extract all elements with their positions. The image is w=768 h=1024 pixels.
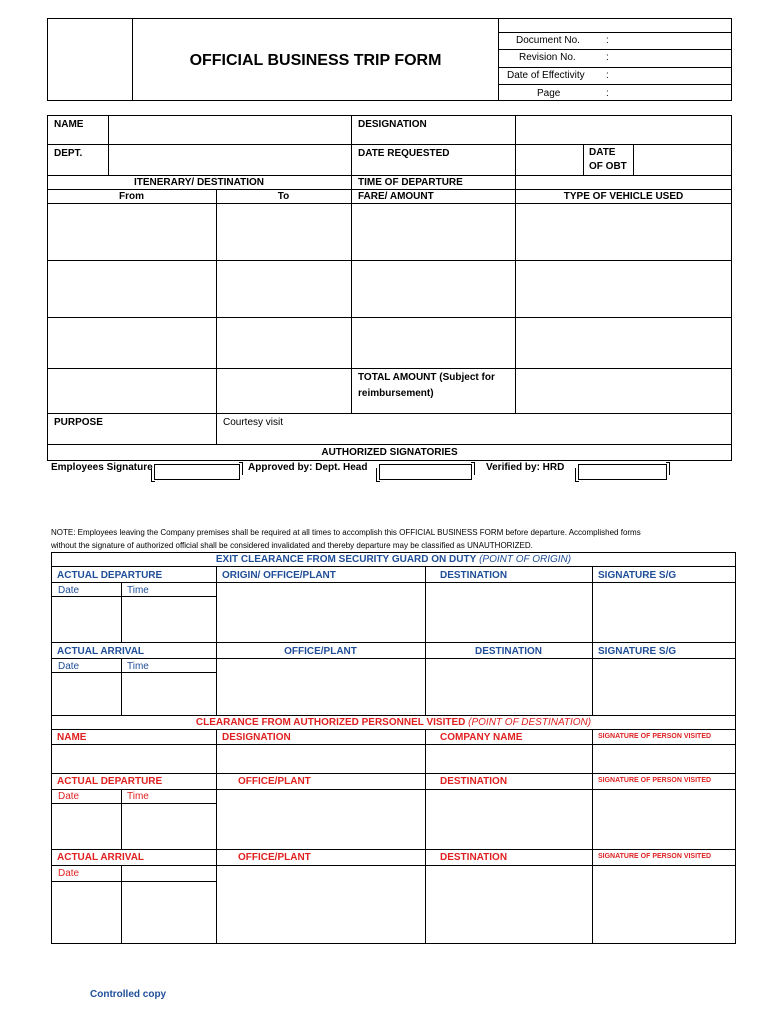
exit-office-plant-label: OFFICE/PLANT: [284, 646, 357, 657]
approved-by-field[interactable]: [379, 464, 472, 480]
from-label: From: [119, 191, 144, 202]
exit-signature-sg2-label: SIGNATURE S/G: [598, 646, 677, 657]
date-of-obt-field[interactable]: [634, 145, 731, 175]
time-departure-label: TIME OF DEPARTURE: [358, 177, 463, 188]
clearance-office-plant-label: OFFICE/PLANT: [238, 776, 311, 787]
exit-destination2-label: DESTINATION: [474, 646, 543, 657]
note-line-2: without the signature of authorized official shall be considered invalidated and thereby departure may be classified as UNAUTHORIZED.: [51, 541, 533, 550]
designation-field[interactable]: [516, 116, 731, 144]
clearance-sig-person-label-2: SIGNATURE OF PERSON VISITED: [598, 777, 712, 784]
clearance-name-label: NAME: [57, 732, 87, 743]
exit-clearance-title-paren: (POINT OF ORIGIN): [479, 554, 572, 565]
purpose-label: PURPOSE: [54, 417, 103, 428]
clearance-title: [51, 717, 736, 729]
verified-by-label: Verified by: HRD: [486, 462, 565, 473]
date-requested-label: DATE REQUESTED: [358, 148, 450, 159]
dept-label: DEPT.: [54, 148, 83, 159]
fare-label: FARE/ AMOUNT: [358, 191, 434, 202]
designation-label: DESIGNATION: [358, 119, 427, 130]
date-of-obt-label-line1: DATE: [589, 147, 616, 158]
date-requested-field[interactable]: [516, 145, 583, 175]
exit-actual-arrival-label: ACTUAL ARRIVAL: [57, 646, 145, 657]
page-sep: :: [606, 88, 609, 99]
revision-label: Revision No.: [519, 52, 576, 63]
clearance-sig-person-label: SIGNATURE OF PERSON VISITED: [598, 733, 712, 740]
clearance-destination-label: DESTINATION: [440, 776, 508, 787]
exit-destination-label: DESTINATION: [440, 570, 508, 581]
name-label: NAME: [54, 119, 84, 130]
to-label: To: [277, 191, 290, 202]
exit-clearance-title: [51, 554, 736, 566]
clearance-company-label: COMPANY NAME: [440, 732, 523, 743]
clearance-actual-arrival-label: ACTUAL ARRIVAL: [57, 852, 145, 863]
dept-field[interactable]: [109, 145, 351, 175]
controlled-copy-label: Controlled copy: [90, 989, 167, 1000]
total-amount-label-line2: reimbursement): [358, 388, 434, 399]
form-title: OFFICIAL BUSINESS TRIP FORM: [189, 52, 442, 69]
clearance-departure-date-label: Date: [58, 791, 80, 802]
effectivity-label: Date of Effectivity: [507, 70, 585, 81]
name-field[interactable]: [109, 116, 351, 144]
authorized-signatories-label: AUTHORIZED SIGNATORIES: [321, 447, 458, 458]
clearance-office-plant-label-2: OFFICE/PLANT: [238, 852, 311, 863]
verified-by-field[interactable]: [578, 464, 667, 480]
exit-clearance-title-text: EXIT CLEARANCE FROM SECURITY GUARD ON DUTY: [215, 554, 477, 565]
page-label: Page: [537, 88, 561, 99]
doc-no-sep: :: [606, 35, 609, 46]
exit-departure-date-label: Date: [58, 585, 80, 596]
itinerary-label: ITENERARY/ DESTINATION: [133, 177, 264, 188]
clearance-title-text: CLEARANCE FROM AUTHORIZED PERSONNEL VISITED: [195, 717, 466, 728]
note-line-1: NOTE: Employees leaving the Company premises shall be required at all times to accomplish this OFFICIAL BUSINESS FORM before departure. Accomplished forms: [51, 528, 641, 537]
exit-departure-time-label: Time: [127, 585, 149, 596]
exit-arrival-time-label: Time: [127, 661, 149, 672]
clearance-actual-departure-label: ACTUAL DEPARTURE: [57, 776, 163, 787]
employee-signature-label: Employees Signature: [51, 462, 153, 473]
clearance-arrival-date-label: Date: [58, 868, 80, 879]
clearance-title-paren: (POINT OF DESTINATION): [468, 717, 592, 728]
clearance-departure-time-label: Time: [127, 791, 149, 802]
time-departure-field[interactable]: [516, 176, 731, 189]
approved-by-label: Approved by: Dept. Head: [248, 462, 368, 473]
exit-arrival-date-label: Date: [58, 661, 80, 672]
clearance-sig-person-label-3: SIGNATURE OF PERSON VISITED: [598, 853, 712, 860]
exit-signature-sg-label: SIGNATURE S/G: [598, 570, 677, 581]
effectivity-sep: :: [606, 70, 609, 81]
total-amount-label-line1: TOTAL AMOUNT (Subject for: [358, 372, 495, 383]
clearance-destination-label-2: DESTINATION: [440, 852, 508, 863]
purpose-value[interactable]: Courtesy visit: [223, 417, 284, 428]
vehicle-label: TYPE OF VEHICLE USED: [563, 191, 684, 202]
exit-actual-departure-label: ACTUAL DEPARTURE: [57, 570, 163, 581]
exit-origin-office-label: ORIGIN/ OFFICE/PLANT: [222, 570, 336, 581]
clearance-designation-label: DESIGNATION: [222, 732, 291, 743]
revision-sep: :: [606, 52, 609, 63]
doc-no-label: Document No.: [516, 35, 580, 46]
employee-signature-field[interactable]: [154, 464, 240, 480]
date-of-obt-label-line2: OF OBT: [589, 161, 627, 172]
